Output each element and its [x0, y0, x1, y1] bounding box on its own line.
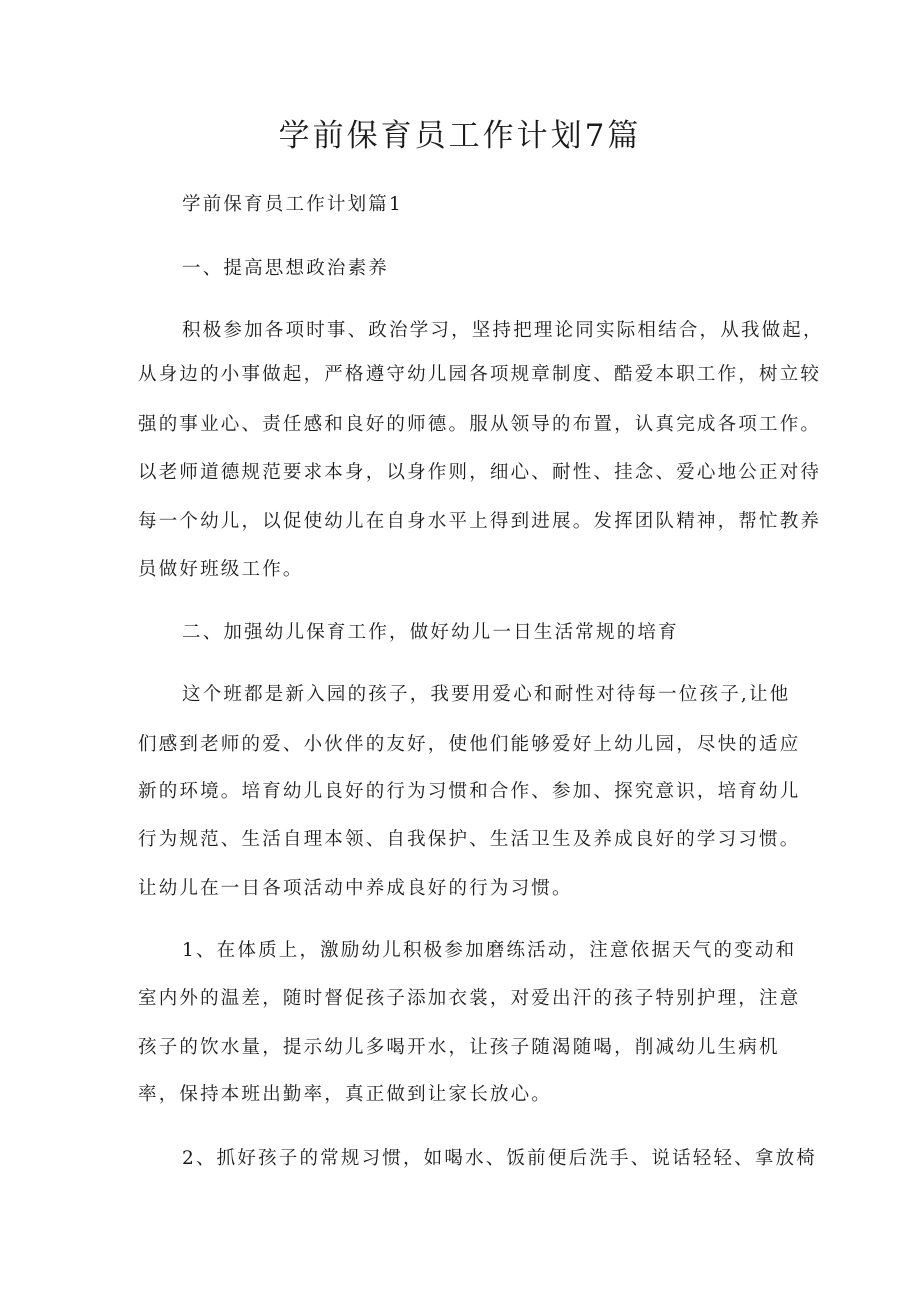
document-title: 学前保育员工作计划7篇 — [278, 118, 642, 154]
paragraph-1-line: 从身边的小事做起，严格遵守幼儿园各项规章制度、酷爱本职工作，树立较 — [138, 364, 822, 385]
paragraph-1-line: 每一个幼儿，以促使幼儿在自身水平上得到进展。发挥团队精神，帮忙教养 — [138, 511, 822, 532]
paragraph-2-line: 新的环境。培育幼儿良好的行为习惯和合作、参加、探究意识，培育幼儿 — [138, 781, 801, 802]
paragraph-3-line: 率，保持本班出勤率，真正做到让家长放心。 — [138, 1084, 553, 1105]
section-subtitle: 学前保育员工作计划篇1 — [182, 194, 403, 215]
heading-1: 一、提高思想政治素养 — [182, 258, 390, 279]
paragraph-1-line: 积极参加各项时事、政治学习，坚持把理论同实际相结合，从我做起， — [182, 320, 824, 341]
paragraph-2-line: 们感到老师的爱、小伙伴的友好，使他们能够爱好上幼儿园，尽快的适应 — [138, 734, 801, 755]
paragraph-2-line: 行为规范、生活自理本领、自我保护、生活卫生及养成良好的学习习惯。 — [138, 829, 801, 850]
paragraph-2-line: 让幼儿在一日各项活动中养成良好的行为习惯。 — [138, 878, 573, 899]
paragraph-2-line: 这个班都是新入园的孩子，我要用爱心和耐性对待每一位孩子,让他 — [182, 684, 791, 705]
paragraph-4-line: 2、抓好孩子的常规习惯，如喝水、饭前便后洗手、说话轻轻、拿放椅 — [182, 1148, 817, 1169]
paragraph-3-line: 室内外的温差，随时督促孩子添加衣裳，对爱出汗的孩子特别护理，注意 — [138, 988, 801, 1009]
paragraph-1-line: 员做好班级工作。 — [138, 559, 304, 580]
paragraph-3-line: 1、在体质上，激励幼儿积极参加磨练活动，注意依据天气的变动和 — [182, 940, 797, 961]
paragraph-3-line: 孩子的饮水量，提示幼儿多喝开水，让孩子随渴随喝，削减幼儿生病机 — [138, 1037, 780, 1058]
paragraph-1-line: 强的事业心、责任感和良好的师德。服从领导的布置，认真完成各项工作。 — [138, 414, 822, 435]
heading-2: 二、加强幼儿保育工作，做好幼儿一日生活常规的培育 — [182, 622, 679, 643]
paragraph-1-line: 以老师道德规范要求本身，以身作则，细心、耐性、挂念、爱心地公正对待 — [138, 462, 822, 483]
